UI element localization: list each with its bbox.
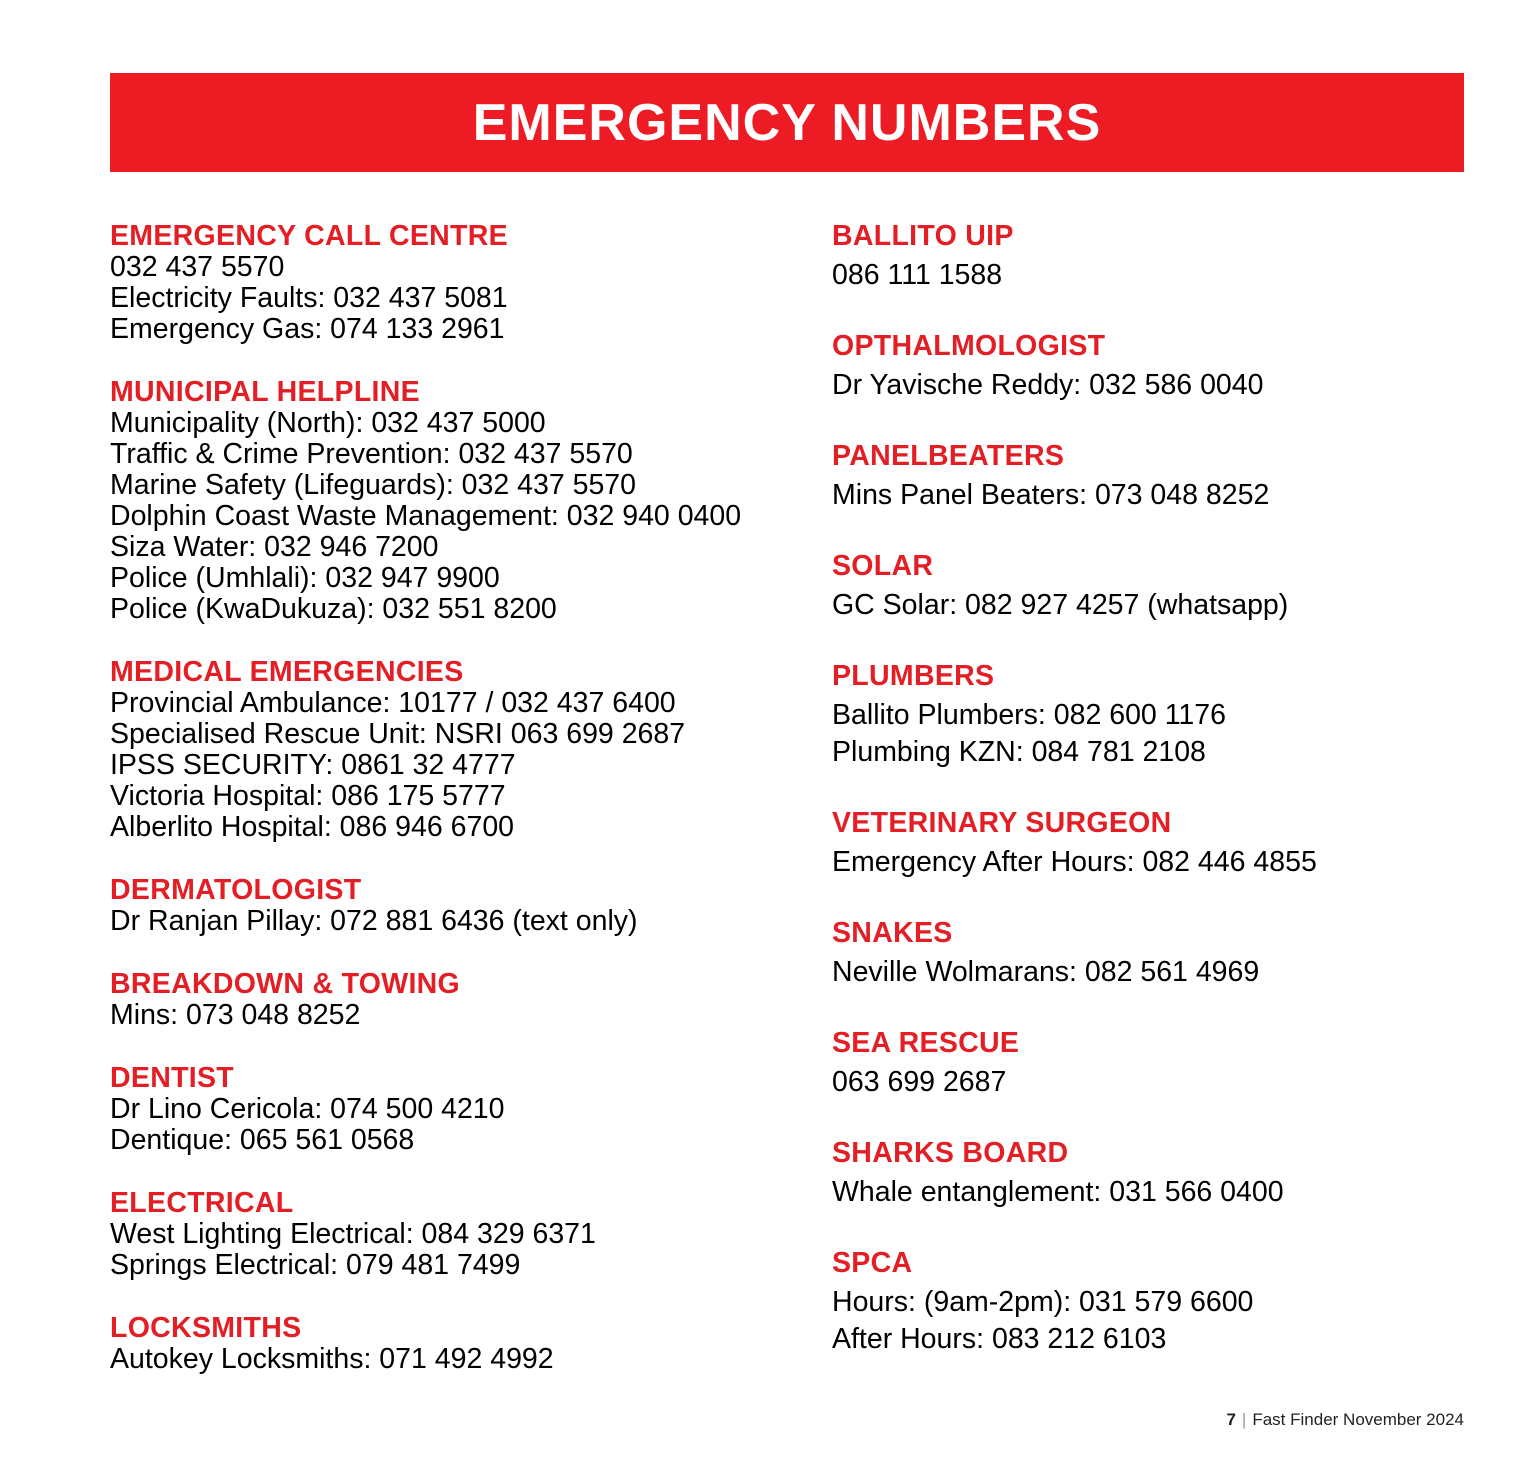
directory-section (832, 917, 1472, 991)
directory-section (832, 220, 1472, 294)
contact-line: GC Solar: 082 927 4257 (whatsapp) (832, 589, 1289, 621)
section-heading: MUNICIPAL HELPLINE (110, 376, 420, 408)
directory-section (832, 330, 1472, 404)
contact-line: 086 111 1588 (832, 259, 1003, 291)
directory-section (110, 968, 810, 1031)
section-heading: PANELBEATERS (832, 440, 1065, 472)
directory-section (832, 440, 1472, 514)
section-heading: ELECTRICAL (110, 1187, 294, 1219)
section-heading: OPTHALMOLOGIST (832, 330, 1106, 362)
contact-line: Victoria Hospital: 086 175 5777 (110, 780, 506, 812)
directory-section (110, 1062, 810, 1156)
contact-line: 032 437 5570 (110, 251, 285, 283)
footer-separator: | (1241, 1410, 1247, 1429)
section-heading: VETERINARY SURGEON (832, 807, 1172, 839)
section-heading: MEDICAL EMERGENCIES (110, 656, 464, 688)
directory-section (832, 550, 1472, 624)
directory-section (832, 1027, 1472, 1101)
section-heading: BREAKDOWN & TOWING (110, 968, 461, 1000)
contact-line: Mins Panel Beaters: 073 048 8252 (832, 479, 1270, 511)
page-footer (1226, 1410, 1464, 1430)
directory-section (110, 1312, 810, 1375)
right-column (832, 220, 1472, 1394)
contact-line: Ballito Plumbers: 082 600 1176 (832, 699, 1226, 731)
contact-line: IPSS SECURITY: 0861 32 4777 (110, 749, 516, 781)
contact-line: Autokey Locksmiths: 071 492 4992 (110, 1343, 554, 1375)
contact-line: Alberlito Hospital: 086 946 6700 (110, 811, 515, 843)
section-heading: PLUMBERS (832, 660, 995, 692)
contact-line: Marine Safety (Lifeguards): 032 437 5570 (110, 469, 636, 501)
contact-line: Dr Lino Cericola: 074 500 4210 (110, 1093, 505, 1125)
title-banner (110, 73, 1464, 172)
contact-line: Municipality (North): 032 437 5000 (110, 407, 546, 439)
page-title: EMERGENCY NUMBERS (472, 93, 1102, 152)
contact-line: West Lighting Electrical: 084 329 6371 (110, 1218, 596, 1250)
directory-section (110, 376, 810, 625)
section-heading: SEA RESCUE (832, 1027, 1020, 1059)
contact-line: 063 699 2687 (832, 1066, 1007, 1098)
directory-section (832, 1137, 1472, 1211)
directory-section (832, 660, 1472, 771)
directory-section (832, 807, 1472, 881)
section-heading: BALLITO UIP (832, 220, 1014, 252)
contact-line: Police (KwaDukuza): 032 551 8200 (110, 593, 557, 625)
contact-line: Specialised Rescue Unit: NSRI 063 699 2687 (110, 718, 686, 750)
contact-line: Provincial Ambulance: 10177 / 032 437 6400 (110, 687, 676, 719)
directory-section (110, 656, 810, 843)
directory-section (110, 220, 810, 345)
section-heading: SOLAR (832, 550, 934, 582)
section-heading: LOCKSMITHS (110, 1312, 302, 1344)
contact-line: Hours: (9am-2pm): 031 579 6600 (832, 1286, 1254, 1318)
section-heading: DERMATOLOGIST (110, 874, 362, 906)
contact-line: Dr Yavische Reddy: 032 586 0040 (832, 369, 1264, 401)
directory-section (832, 1247, 1472, 1358)
contact-line: Traffic & Crime Prevention: 032 437 5570 (110, 438, 633, 470)
section-heading: SPCA (832, 1247, 913, 1279)
directory-section (110, 874, 810, 937)
left-column (110, 220, 810, 1406)
section-heading: SHARKS BOARD (832, 1137, 1069, 1169)
section-heading: DENTIST (110, 1062, 235, 1094)
section-heading: EMERGENCY CALL CENTRE (110, 220, 508, 252)
contact-line: Dr Ranjan Pillay: 072 881 6436 (text only) (110, 905, 638, 937)
contact-line: Emergency After Hours: 082 446 4855 (832, 846, 1317, 878)
section-heading: SNAKES (832, 917, 953, 949)
contact-line: Police (Umhlali): 032 947 9900 (110, 562, 500, 594)
contact-line: Springs Electrical: 079 481 7499 (110, 1249, 521, 1281)
contact-line: Emergency Gas: 074 133 2961 (110, 313, 505, 345)
contact-line: After Hours: 083 212 6103 (832, 1323, 1167, 1355)
contact-line: Dolphin Coast Waste Management: 032 940 0400 (110, 500, 742, 532)
contact-line: Siza Water: 032 946 7200 (110, 531, 439, 563)
contact-line: Electricity Faults: 032 437 5081 (110, 282, 508, 314)
directory-section (110, 1187, 810, 1281)
page-number: 7 (1226, 1410, 1236, 1429)
contact-line: Mins: 073 048 8252 (110, 999, 361, 1031)
contact-line: Neville Wolmarans: 082 561 4969 (832, 956, 1260, 988)
publication-name: Fast Finder November 2024 (1252, 1410, 1464, 1429)
contact-line: Plumbing KZN: 084 781 2108 (832, 736, 1206, 768)
contact-line: Whale entanglement: 031 566 0400 (832, 1176, 1284, 1208)
contact-line: Dentique: 065 561 0568 (110, 1124, 415, 1156)
